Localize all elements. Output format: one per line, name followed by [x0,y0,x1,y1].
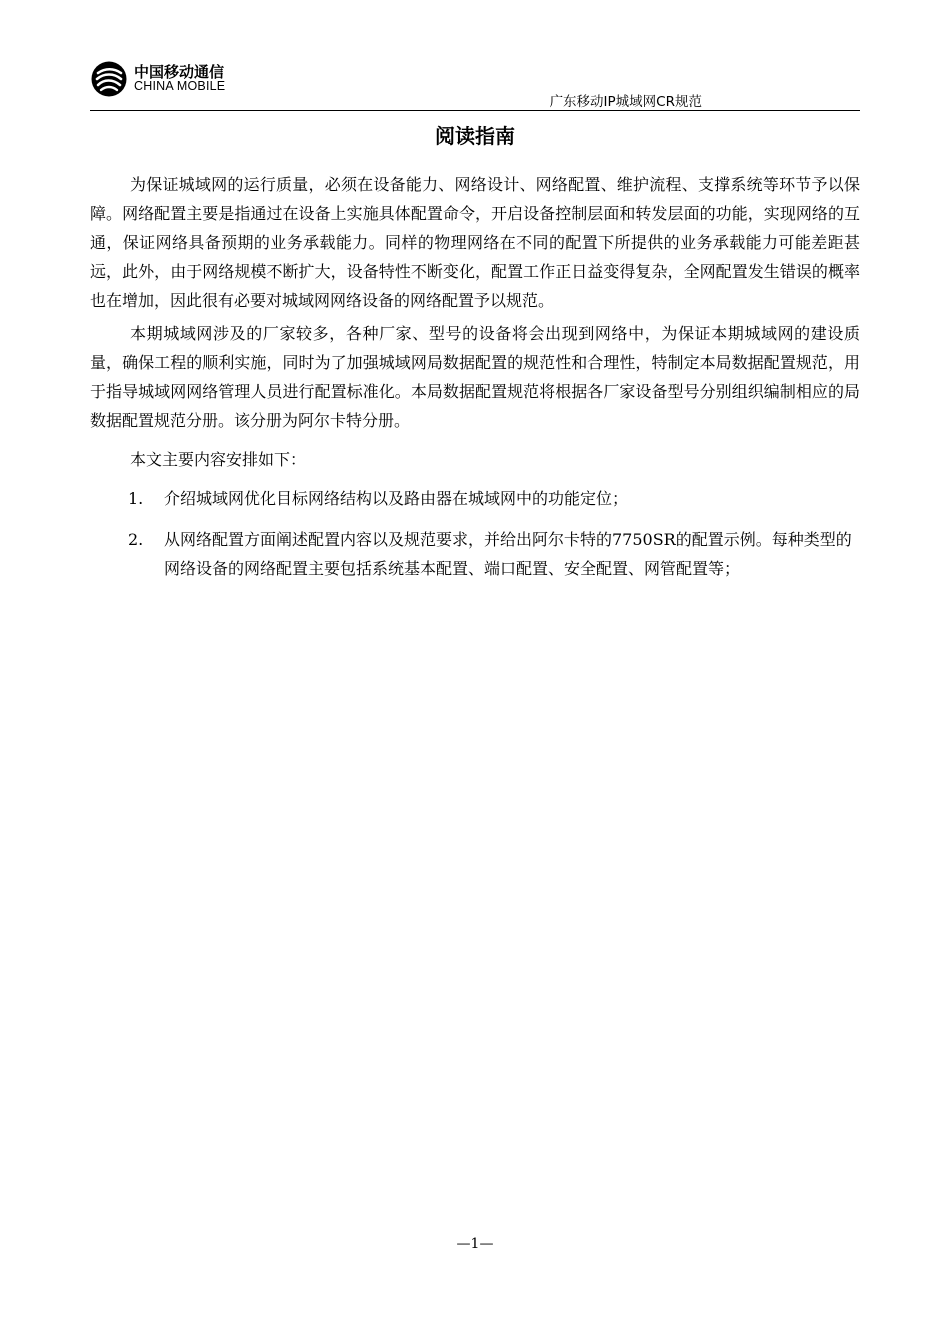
list-item-text: 从网络配置方面阐述配置内容以及规范要求，并给出阿尔卡特的7750SR的配置示例。每种类型的网络设备的网络配置主要包括系统基本配置、端口配置、安全配置、网管配置等； [164,530,852,578]
page-title: 阅读指南 [435,124,515,148]
list-item-text: 介绍城域网优化目标网络结构以及路由器在城域网中的功能定位； [164,489,629,508]
page-number: —1— [456,1236,494,1252]
document-body [90,170,860,595]
list-item-number: 2. [128,530,144,549]
content-list [90,484,860,583]
logo-chinese-text: 中国移动通信 [134,62,225,81]
list-item [90,484,860,513]
header-divider [90,110,860,111]
china-mobile-logo-icon [90,60,128,98]
document-title: 广东移动IP城域网CR规范 [549,94,702,110]
china-mobile-logo [90,56,250,102]
list-item [90,525,860,583]
list-item-number: 1. [128,489,144,508]
logo-english-text: CHINA MOBILE [134,79,226,94]
page-header [90,56,860,112]
paragraph: 为保证城域网的运行质量，必须在设备能力、网络设计、网络配置、维护流程、支撑系统等环节予以保障。网络配置主要是指通过在设备上实施具体配置命令，开启设备控制层面和转发层面的功能，实现网络的互通，保证网络具备预期的业务承载能力。同样的物理网络在不同的配置下所提供的业务承载能力可能差距甚远，此外，由于网络规模不断扩大，设备特性不断变化，配置工作正日益变得复杂，全网配置发生错误的概率也在增加，因此很有必要对城域网网络设备的网络配置予以规范。 [90,175,860,310]
list-intro: 本文主要内容安排如下： [130,450,307,469]
paragraph: 本期城域网涉及的厂家较多，各种厂家、型号的设备将会出现到网络中，为保证本期城域网的建设质量，确保工程的顺利实施，同时为了加强城域网局数据配置的规范性和合理性，特制定本局数据配置规范，用于指导城域网网络管理人员进行配置标准化。本局数据配置规范将根据各厂家设备型号分别组织编制相应的局数据配置规范分册。该分册为阿尔卡特分册。 [90,324,860,430]
